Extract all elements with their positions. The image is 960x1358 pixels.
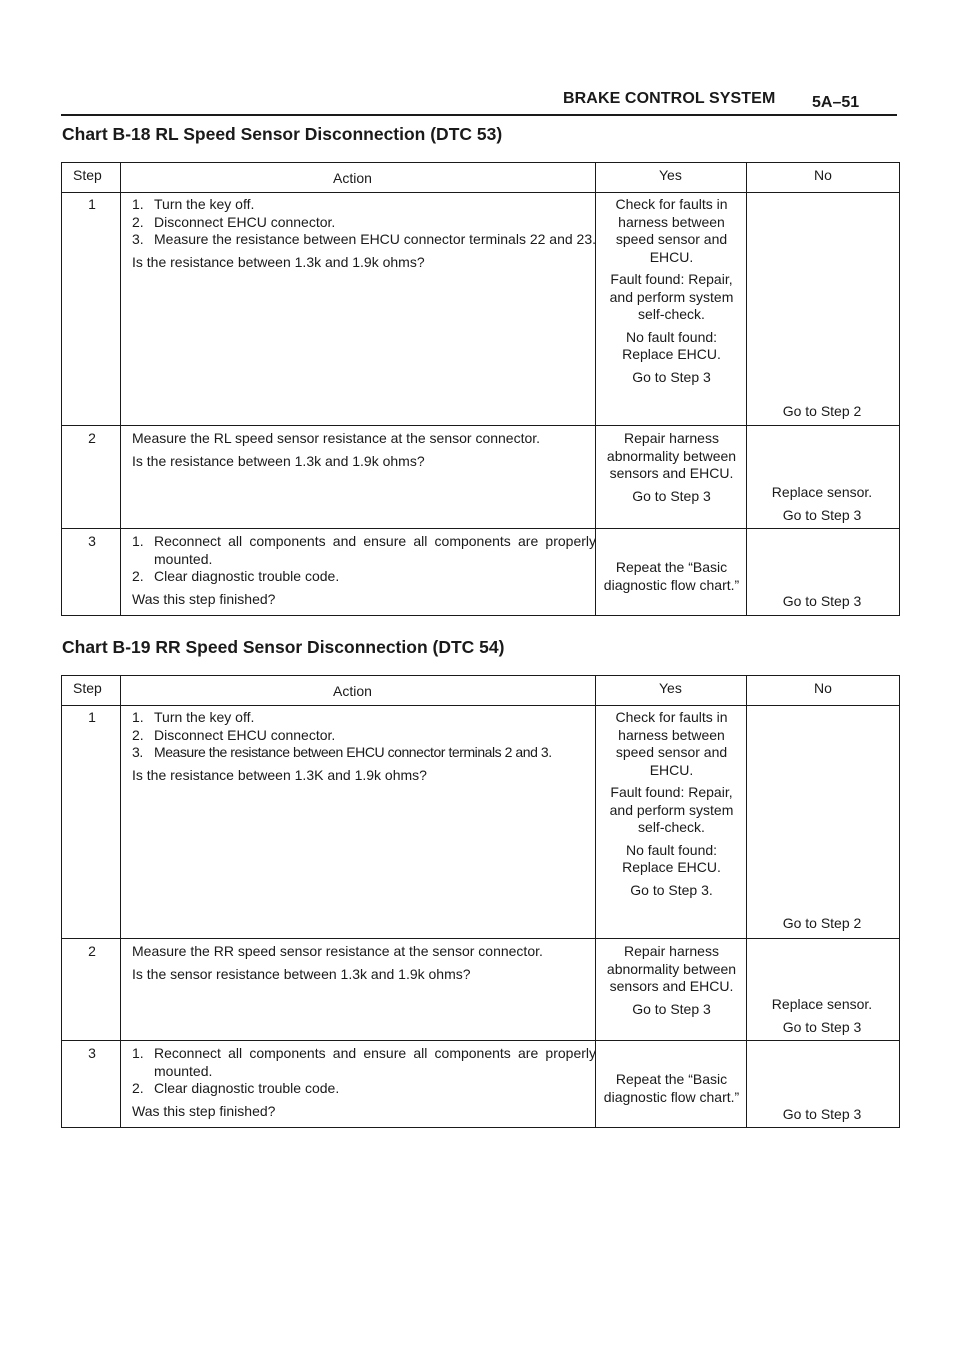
step-number: 3: [88, 1045, 96, 1061]
row-divider: [62, 425, 899, 426]
section-header: BRAKE CONTROL SYSTEM: [563, 90, 776, 107]
yes-cell: [599, 709, 744, 899]
column-header-step: Step: [73, 680, 102, 696]
action-cell: [132, 943, 596, 983]
diagnostic-table: [61, 162, 900, 616]
action-question: Is the resistance between 1.3K and 1.9k ohms?: [132, 766, 427, 783]
yes-text: No fault found: Replace EHCU.: [622, 841, 721, 875]
step-number: 1: [88, 196, 96, 212]
action-item: 2. Clear diagnostic trouble code.: [132, 568, 340, 584]
column-header-yes: Yes: [659, 167, 682, 183]
yes-goto: Go to Step 3: [632, 368, 711, 385]
yes-cell: [599, 430, 744, 505]
yes-cell: [599, 559, 744, 594]
action-question: Is the sensor resistance between 1.3k and 1.9k ohms?: [132, 965, 471, 982]
no-goto: Go to Step 3: [782, 1106, 862, 1122]
no-goto: Go to Step 3: [782, 593, 862, 609]
column-header-no: No: [814, 680, 832, 696]
yes-text: Fault found: Repair, and perform system self-check.: [609, 784, 734, 835]
column-header-yes: Yes: [659, 680, 682, 696]
action-item: 2. Disconnect EHCU connector.: [132, 213, 336, 230]
row-divider: [62, 1040, 899, 1041]
action-cell: [132, 196, 596, 271]
action-item: 1. Reconnect all components and ensure all components are properly mounted.: [132, 533, 596, 567]
action-cell: [132, 1045, 596, 1120]
no-goto: Go to Step 3: [782, 1018, 862, 1035]
yes-cell: [599, 196, 744, 386]
action-question: Was this step finished?: [132, 590, 276, 607]
yes-goto: Go to Step 3.: [630, 881, 713, 898]
action-item: 1. Turn the key off.: [132, 196, 255, 212]
no-goto: Go to Step 2: [782, 915, 862, 931]
page-number: 5A–51: [812, 94, 860, 111]
yes-cell: [599, 943, 744, 1018]
yes-goto: Go to Step 3: [632, 487, 711, 504]
no-cell: [747, 403, 897, 421]
yes-text: Check for faults in harness between speed sensor and EHCU.: [615, 196, 728, 265]
row-divider: [62, 528, 899, 529]
action-text: Measure the RL speed sensor resistance at the sensor connector.: [132, 430, 541, 446]
yes-text: Repair harness abnormality between sensors and EHCU.: [606, 943, 737, 994]
action-question: Is the resistance between 1.3k and 1.9k ohms?: [132, 452, 425, 469]
no-cell: [747, 484, 897, 524]
step-number: 1: [88, 709, 96, 725]
yes-text: Repeat the “Basic diagnostic flow chart.”: [603, 1071, 740, 1105]
no-cell: [747, 1106, 897, 1124]
yes-text: Fault found: Repair, and perform system self-check.: [609, 271, 734, 322]
action-text: Measure the RR speed sensor resistance at the sensor connector.: [132, 943, 543, 959]
yes-text: No fault found: Replace EHCU.: [622, 328, 721, 362]
action-item: 2. Clear diagnostic trouble code.: [132, 1080, 340, 1096]
action-question: Is the resistance between 1.3k and 1.9k ohms?: [132, 253, 425, 270]
header-rule: [61, 114, 897, 116]
no-cell: [747, 593, 897, 611]
row-divider: [62, 938, 899, 939]
row-divider: [62, 705, 899, 706]
row-divider: [62, 192, 899, 193]
diagnostic-table: [61, 675, 900, 1128]
no-goto: Go to Step 2: [782, 403, 862, 419]
step-number: 2: [88, 943, 96, 959]
action-item: 1. Reconnect all components and ensure all components are properly mounted.: [132, 1045, 596, 1079]
no-text: Replace sensor.: [771, 484, 873, 500]
chart-title: Chart B-19 RR Speed Sensor Disconnection (DTC 54): [62, 637, 505, 657]
column-divider: [120, 676, 121, 1127]
column-divider: [120, 163, 121, 615]
no-cell: [747, 996, 897, 1036]
column-header-action: Action: [333, 683, 372, 699]
action-item: 3. Measure the resistance between EHCU connector terminals 2 and 3.: [132, 744, 552, 760]
action-cell: [132, 709, 596, 784]
action-item: 1. Turn the key off.: [132, 709, 255, 725]
column-header-action: Action: [333, 170, 372, 186]
yes-text: Repeat the “Basic diagnostic flow chart.”: [603, 559, 740, 593]
no-goto: Go to Step 3: [782, 506, 862, 523]
action-cell: [132, 533, 596, 608]
no-cell: [747, 915, 897, 933]
action-cell: [132, 430, 596, 470]
yes-text: Check for faults in harness between speed sensor and EHCU.: [615, 709, 728, 778]
action-item: 3. Measure the resistance between EHCU connector terminals 22 and 23.: [132, 231, 597, 247]
column-divider: [746, 163, 747, 615]
chart-title: Chart B-18 RL Speed Sensor Disconnection (DTC 53): [62, 124, 503, 144]
step-number: 2: [88, 430, 96, 446]
action-item: 2. Disconnect EHCU connector.: [132, 726, 336, 743]
column-header-step: Step: [73, 167, 102, 183]
yes-text: Repair harness abnormality between sensors and EHCU.: [606, 430, 737, 481]
yes-goto: Go to Step 3: [632, 1000, 711, 1017]
yes-cell: [599, 1071, 744, 1106]
column-header-no: No: [814, 167, 832, 183]
column-divider: [746, 676, 747, 1127]
step-number: 3: [88, 533, 96, 549]
no-text: Replace sensor.: [771, 996, 873, 1012]
action-question: Was this step finished?: [132, 1102, 276, 1119]
